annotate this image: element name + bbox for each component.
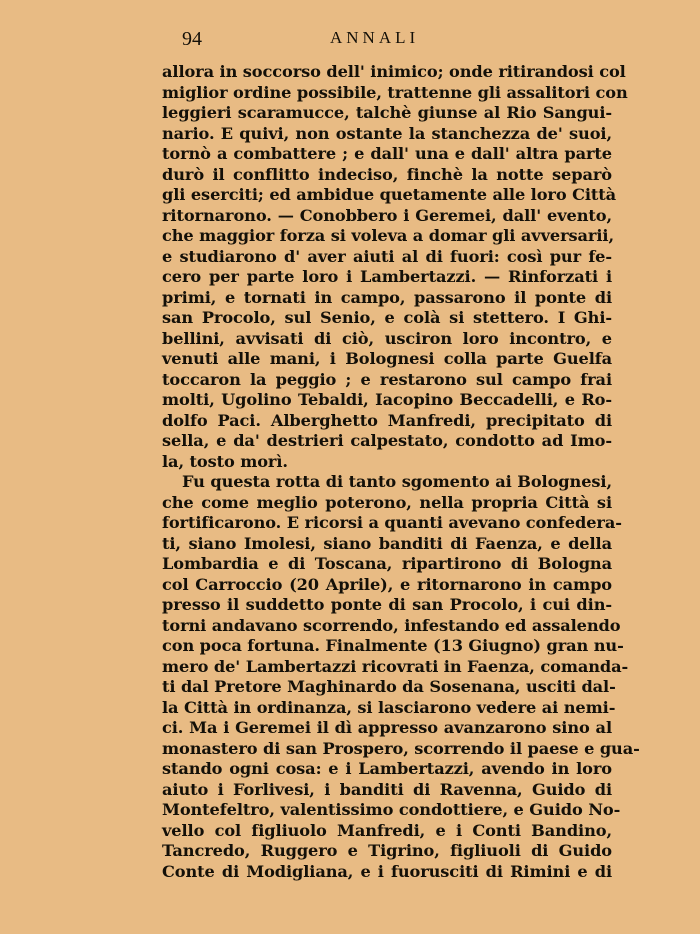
text-line: Conte di Modigliana, e i fuorusciti di Rimini e di (162, 861, 612, 881)
text-line: gli eserciti; ed ambidue quetamente alle loro Città (162, 185, 617, 204)
text-line: aiuto i Forlivesi, i banditi di Ravenna, Guido di (162, 779, 612, 799)
text-line: col Carroccio (20 Aprile), e ritornarono in campo (162, 574, 612, 594)
body-text (162, 62, 640, 882)
text-line: presso il suddetto ponte di san Procolo, i cui din- (162, 595, 612, 614)
text-line: nario. E quivi, non ostante la stanchezza de' suoi, (162, 123, 612, 143)
text-line: ritornarono. — Conobbero i Geremei, dall' evento, (162, 205, 612, 225)
text-line: cero per parte loro i Lambertazzi. — Rinforzati i (162, 267, 612, 286)
running-title: ANNALI (330, 28, 420, 47)
paragraph-end-line: la, tosto morì. (162, 451, 288, 471)
text-line: la Città in ordinanza, si lasciarono vedere ai nemi- (162, 697, 616, 717)
text-line: tornò a combattere ; e dall' una e dall' altra parte (162, 144, 612, 163)
text-line: che come meglio poterono, nella propria Città si (162, 492, 612, 512)
text-line: Lombardia e di Toscana, ripartirono di Bologna (162, 554, 612, 573)
text-line: durò il conflitto indeciso, finchè la notte separò (162, 164, 612, 184)
text-line: e studiarono d' aver aiuti al di fuori: così pur fe- (162, 246, 612, 266)
text-line: torni andavano scorrendo, infestando ed assalendo (162, 615, 621, 635)
text-line: leggieri scaramucce, talchè giunse al Rio Sangui- (162, 103, 612, 122)
text-line: stando ogni cosa: e i Lambertazzi, avendo in loro (162, 759, 612, 778)
paragraph-start-line: Fu questa rotta di tanto sgomento ai Bolognesi, (182, 472, 612, 491)
text-line: vello col figliuolo Manfredi, e i Conti Bandino, (162, 820, 612, 840)
text-line: monastero di san Prospero, scorrendo il paese e gua- (162, 738, 640, 758)
text-line: mero de' Lambertazzi ricovrati in Faenza, comanda- (162, 656, 629, 676)
text-line: ci. Ma i Geremei il dì appresso avanzarono sino al (162, 718, 612, 737)
text-line: venuti alle mani, i Bolognesi colla parte Guelfa (162, 349, 612, 368)
page-header (162, 26, 612, 56)
text-line: fortificarono. E ricorsi a quanti avevano confedera- (162, 513, 622, 532)
text-line: bellini, avvisati di ciò, usciron loro incontro, e (162, 328, 612, 348)
text-line: molti, Ugolino Tebaldi, Iacopino Beccadelli, e Ro- (162, 390, 612, 409)
text-line: sella, e da' destrieri calpestato, condotto ad Imo- (162, 431, 612, 450)
text-line: primi, e tornati in campo, passarono il ponte di (162, 287, 612, 307)
text-line: con poca fortuna. Finalmente (13 Giugno) gran nu- (162, 636, 624, 655)
text-line: dolfo Paci. Alberghetto Manfredi, precipitato di (162, 410, 612, 430)
text-line: ti dal Pretore Maghinardo da Sosenana, usciti dal- (162, 677, 616, 696)
text-line: che maggior forza si voleva a domar gli avversarii, (162, 226, 614, 245)
text-line: miglior ordine possibile, trattenne gli assalitori con (162, 82, 628, 102)
text-line: allora in soccorso dell' inimico; onde ritirandosi col (162, 62, 626, 81)
text-line: toccaron la peggio ; e restarono sul campo frai (162, 369, 612, 389)
text-line: san Procolo, sul Senio, e colà si stettero. I Ghi- (162, 308, 612, 327)
text-line: Montefeltro, valentissimo condottiere, e Guido No- (162, 800, 621, 819)
page-number: 94 (182, 28, 202, 50)
text-line: Tancredo, Ruggero e Tigrino, figliuoli di Guido (162, 841, 612, 860)
text-line: ti, siano Imolesi, siano banditi di Faenza, e della (162, 533, 612, 553)
